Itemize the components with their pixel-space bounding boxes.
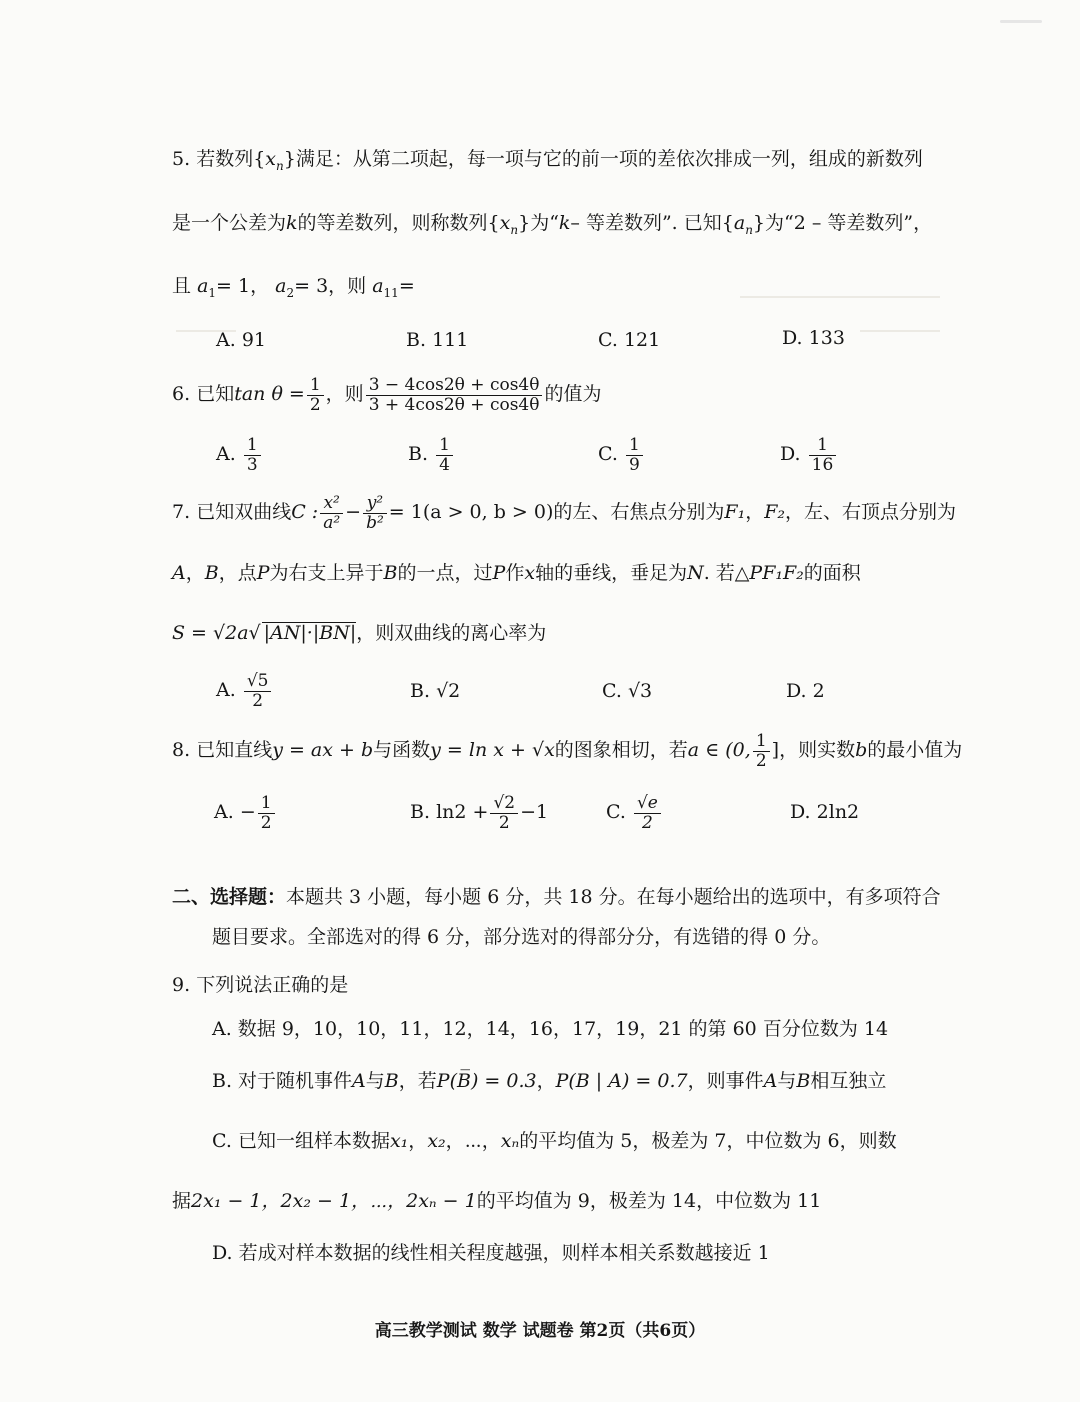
q5-option-c: C. 121 xyxy=(598,329,661,351)
section-2-line-2: 题目要求。全部选对的得 6 分，部分选对的得部分分，有选错的得 0 分。 xyxy=(212,926,831,948)
page-footer: 高三教学测试 数学 试题卷 第2页（共6页） xyxy=(374,1321,706,1341)
q7-option-a: A. $\frac{√5}{2}$ xyxy=(216,664,273,716)
q9-option-c-line-1: C. 已知一组样本数据x₁，x₂，⋯，xₙ的平均值为 5，极差为 7，中位数为 6，则数 xyxy=(212,1130,897,1152)
q7-line-3: S = √2a√ |AN|·|BN|，则双曲线的离心率为 xyxy=(172,622,547,644)
q6-option-c: C. $\frac{1}{9}$ xyxy=(598,428,645,480)
q7-option-d: D. 2 xyxy=(786,680,825,702)
q9-option-c-line-2: 据2x₁ − 1，2x₂ − 1，⋯，2xₙ − 1的平均值为 9，极差为 14，中位数为 11 xyxy=(172,1190,822,1212)
section-2-header: 二、选择题：本题共 3 小题，每小题 6 分，共 18 分。在每小题给出的选项中，有多项符合 xyxy=(172,886,941,908)
q5-line-3: 且 $a_1= 1$， $a_2= 3$，则 $a_{11}=$ xyxy=(172,275,415,300)
q6-option-b: B. $\frac{1}{4}$ xyxy=(408,428,455,480)
q7-line-2: A，B，点P为右支上异于B的一点，过P作x轴的垂线，垂足为N. 若△PF₁F₂的面积 xyxy=(172,562,861,584)
bleed-through-line xyxy=(740,296,940,298)
q7-option-c: C. √3 xyxy=(602,680,653,702)
question-number: 8. xyxy=(172,739,191,761)
q5-option-d: D. 133 xyxy=(782,327,845,349)
q5-line-1: 5. 若数列$\{x_n\}$满足：从第二项起，每一项与它的前一项的差依次排成一列，组成的新数列 xyxy=(172,148,923,173)
q6-line: 6. 已知tan θ = $\frac{1}{2}$ ，则 $\frac{3 - 4\cos 2\theta + \cos 4\theta}{3 + 4\cos 2\theta + \cos 4\theta}$ 的值为 xyxy=(172,374,602,415)
q9-option-b: B. 对于随机事件A与B，若P(B̅) = 0.3，P(B | A) = 0.7，则事件A与B相互独立 xyxy=(212,1070,887,1092)
q9-stem: 9. 下列说法正确的是 xyxy=(172,974,349,996)
q7-line-1: 7. 已知双曲线C : $\frac{\text{x²}}{\text{a²}}$ − $\frac{\text{y²}}{\text{b²}}$ = 1(a > 0, b > 0)的左、右焦点分别为F₁，F₂，左、右顶点分别为 xyxy=(172,492,957,533)
q5-option-b: B. 111 xyxy=(406,329,469,351)
q5-option-a: A. 91 xyxy=(216,329,266,351)
q8-option-c: C. $\frac{√e}{2}$ xyxy=(606,786,663,838)
question-number: 7. xyxy=(172,501,191,523)
q8-option-b: B. ln2 + $\frac{√2}{2}$ −1 xyxy=(410,792,549,833)
q9-option-a: A. 数据 9，10，10，11，12，14，16，17，19，21 的第 60 百分位数为 14 xyxy=(212,1018,889,1040)
q5-line-2: 是一个公差为k的等差数列，则称数列$\{x_n\}$为“k– 等差数列”. 已知$\{a_n\}$为“2 – 等差数列”， xyxy=(172,212,933,237)
scan-mark xyxy=(1000,20,1042,23)
q8-line: 8. 已知直线y = ax + b与函数y = ln x + √x的图象相切，若a ∈ (0, $\frac{1}{2}$ ]，则实数b的最小值为 xyxy=(172,730,963,771)
section-title: 二、选择题： xyxy=(172,886,287,908)
q6-option-a: A. $\frac{1}{3}$ xyxy=(216,428,263,480)
bleed-through-line xyxy=(860,330,940,332)
q9-option-d: D. 若成对样本数据的线性相关程度越强，则样本相关系数越接近 1 xyxy=(212,1242,770,1264)
q6-option-d: D. $\frac{1}{16}$ xyxy=(780,428,838,480)
q8-option-a: A. − $\frac{1}{2}$ xyxy=(214,786,277,838)
question-number: 5. xyxy=(172,148,191,170)
question-number: 6. xyxy=(172,383,191,405)
q8-option-d: D. 2ln2 xyxy=(790,801,860,823)
question-number: 9. xyxy=(172,974,191,996)
q7-option-b: B. √2 xyxy=(410,680,461,702)
